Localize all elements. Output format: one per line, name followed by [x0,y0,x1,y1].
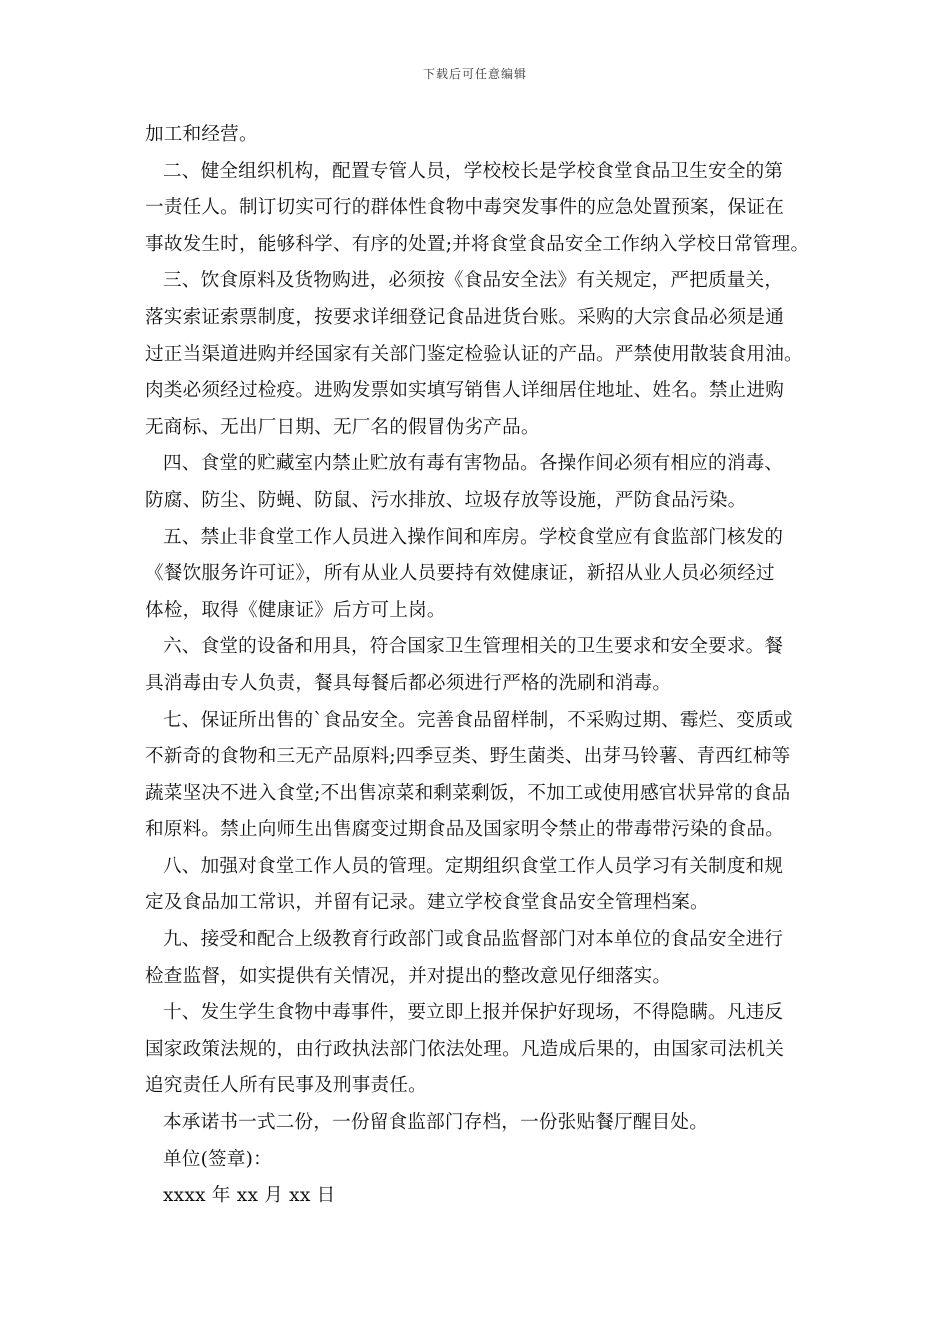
page-header-note: 下载后可任意编辑 [422,67,527,81]
text-line: 三、饮食原料及货物购进，必须按《食品安全法》有关规定，严把质量关， [163,270,784,292]
text-line: 过正当渠道进购并经国家有关部门鉴定检验认证的产品。严禁使用散装食用油。 [145,343,803,365]
text-line: 不新奇的食物和三无产品原料;四季豆类、野生菌类、出芽马铃薯、青西红柿等 [145,746,791,768]
text-line: 国家政策法规的，由行政执法部门依法处理。凡造成后果的，由国家司法机关 [145,1038,784,1060]
text-line: 七、保证所出售的`食品安全。完善食品留样制，不采购过期、霉烂、变质或 [163,709,793,731]
text-line: 和原料。禁止向师生出售腐变过期食品及国家明令禁止的带毒带污染的食品。 [145,819,784,841]
text-line: 九、接受和配合上级教育行政部门或食品监督部门对本单位的食品安全进行 [163,929,784,951]
text-line: 事故发生时，能够科学、有序的处置;并将食堂食品安全工作纳入学校日常管理。 [145,233,810,255]
text-line: xxxx 年 xx 月 xx 日 [163,1185,336,1207]
text-line: 无商标、无出厂日期、无厂名的假冒伪劣产品。 [145,416,540,438]
text-line: 二、健全组织机构，配置专管人员，学校校长是学校食堂食品卫生安全的第 [163,160,784,182]
text-line: 检查监督，如实提供有关情况，并对提出的整改意见仔细落实。 [145,965,672,987]
text-line: 《餐饮服务许可证》，所有从业人员要持有效健康证，新招从业人员必须经过 [145,563,775,585]
text-line: 追究责任人所有民事及刑事责任。 [145,1075,427,1097]
text-line: 一责任人。制订切实可行的群体性食物中毒突发事件的应急处置预案，保证在 [145,197,784,219]
text-line: 六、食堂的设备和用具，符合国家卫生管理相关的卫生要求和安全要求。餐 [163,636,784,658]
text-line: 本承诺书一式二份，一份留食监部门存档，一份张贴餐厅醒目处。 [163,1112,709,1134]
document-body [145,117,817,1215]
text-line: 蔬菜坚决不进入食堂;不出售凉菜和剩菜剩饭，不加工或使用感官状异常的食品 [145,782,791,804]
text-line: 肉类必须经过检疫。进购发票如实填写销售人详细居住地址、姓名。禁止进购 [145,380,784,402]
text-line: 八、加强对食堂工作人员的管理。定期组织食堂工作人员学习有关制度和规 [163,855,784,877]
text-line: 五、禁止非食堂工作人员进入操作间和库房。学校食堂应有食监部门核发的 [163,526,784,548]
text-line: 四、食堂的贮藏室内禁止贮放有毒有害物品。各操作间必须有相应的消毒、 [163,453,784,475]
text-line: 加工和经营。 [145,124,258,145]
text-line: 定及食品加工常识，并留有记录。建立学校食堂食品安全管理档案。 [145,892,709,914]
text-line: 十、发生学生食物中毒事件，要立即上报并保护好现场，不得隐瞒。凡违反 [163,1002,784,1024]
text-line: 单位(签章)： [163,1148,272,1170]
text-line: 防腐、防尘、防蝇、防鼠、污水排放、垃圾存放等设施，严防食品污染。 [145,489,747,511]
text-line: 具消毒由专人负责，餐具每餐后都必须进行严格的洗刷和消毒。 [145,672,672,694]
text-line: 落实索证索票制度，按要求详细登记食品进货台账。采购的大宗食品必须是通 [145,306,784,328]
text-line: 体检，取得《健康证》后方可上岗。 [145,599,446,621]
